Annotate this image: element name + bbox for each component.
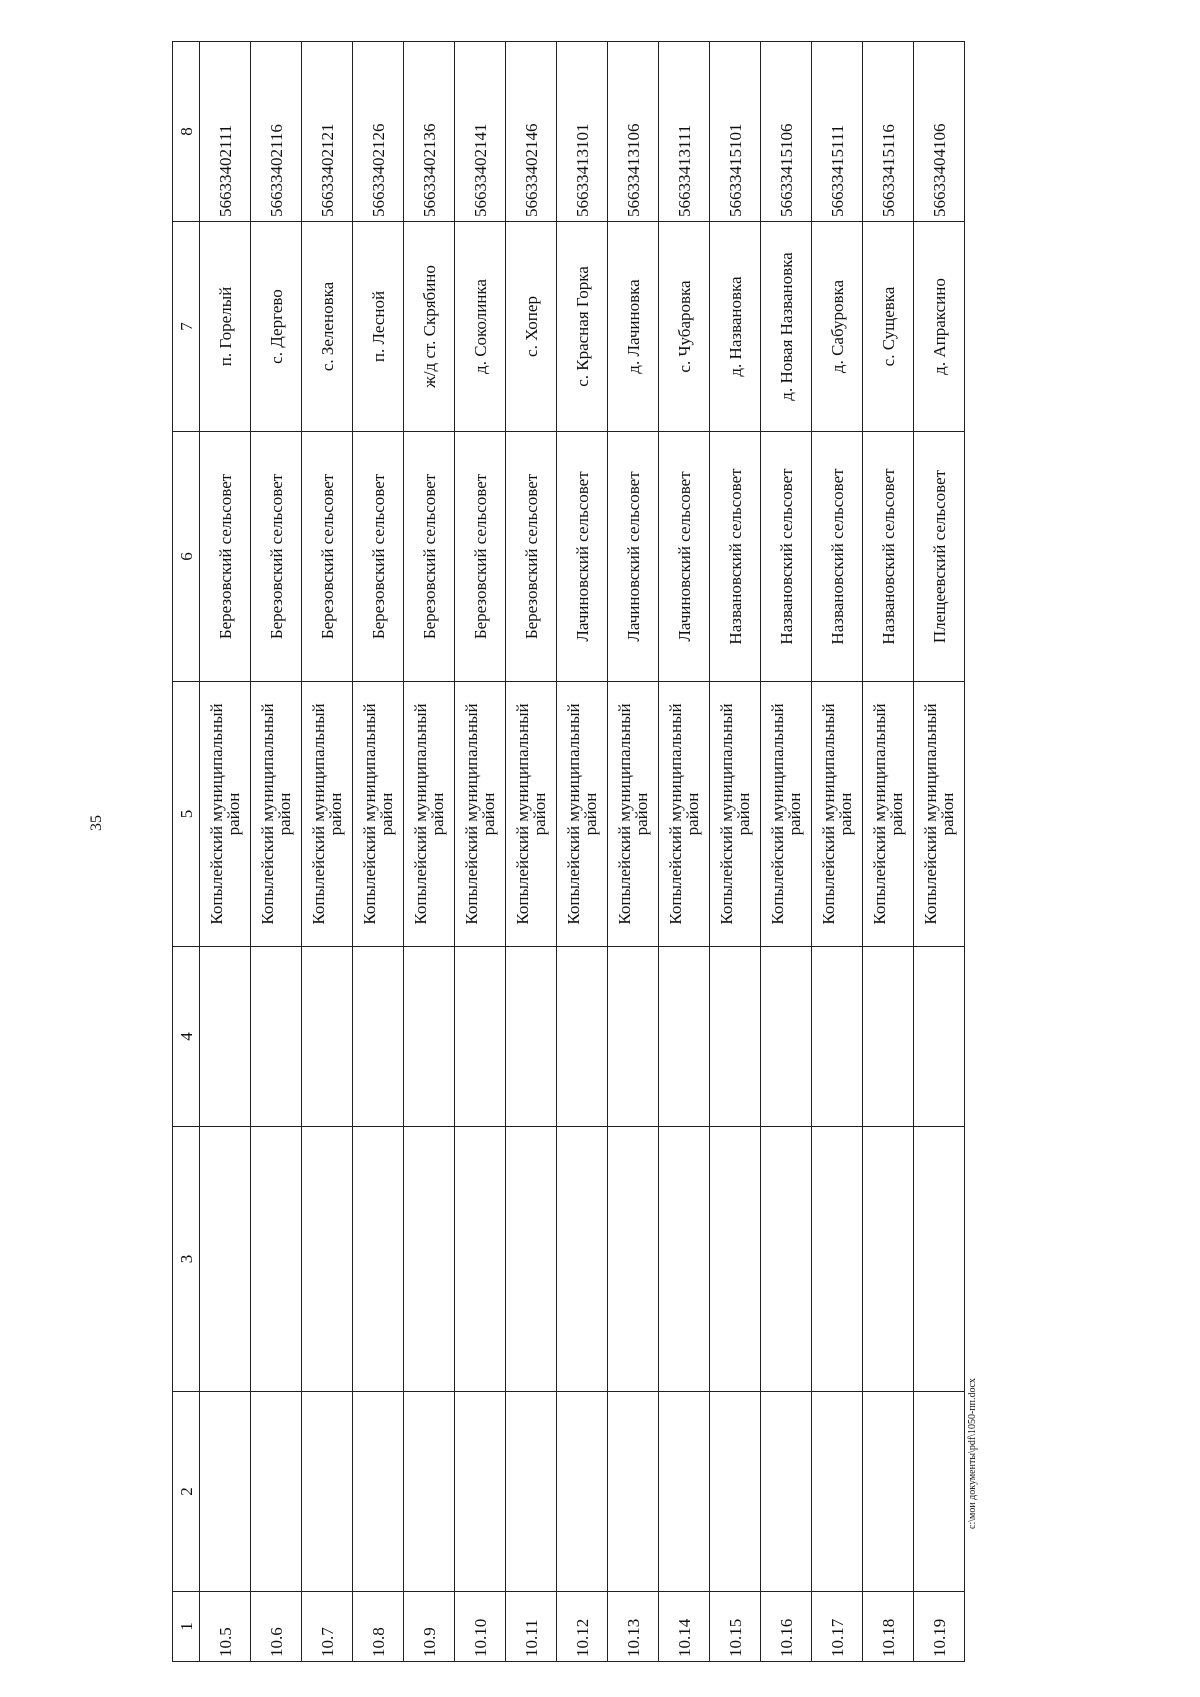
footer-file-path: c:\мои документы\pdf\1050-пп.docx — [967, 1378, 978, 1529]
header-cell: 8 — [173, 42, 200, 222]
table-cell — [914, 1392, 965, 1592]
table-cell: д. Соколинка — [455, 222, 506, 432]
header-cell: 7 — [173, 222, 200, 432]
table-cell: Названовский сельсовет — [812, 432, 863, 682]
table-cell — [812, 1127, 863, 1392]
table-cell: с. Сущевка — [863, 222, 914, 432]
table-row — [506, 42, 557, 1662]
table-cell — [506, 1127, 557, 1392]
table-row — [251, 42, 302, 1662]
table-cell — [302, 1392, 353, 1592]
table-cell: 56633415106 — [761, 42, 812, 222]
settlements-table — [172, 41, 965, 1662]
table-cell — [863, 1392, 914, 1592]
table-cell: Березовский сельсовет — [404, 432, 455, 682]
table-cell — [863, 947, 914, 1127]
rotated-table-container — [172, 42, 957, 1662]
table-cell: с. Чубаровка — [659, 222, 710, 432]
table-cell — [608, 947, 659, 1127]
table-cell — [557, 947, 608, 1127]
table-cell: 56633413106 — [608, 42, 659, 222]
table-cell — [251, 947, 302, 1127]
table-cell — [710, 947, 761, 1127]
table-cell: Копылейский муниципальный район — [353, 682, 404, 947]
table-cell: 10.9 — [404, 1592, 455, 1662]
table-cell — [863, 1127, 914, 1392]
table-cell — [914, 1127, 965, 1392]
table-cell — [506, 947, 557, 1127]
table-cell: Названовский сельсовет — [710, 432, 761, 682]
table-cell: 10.17 — [812, 1592, 863, 1662]
table-cell: 56633402146 — [506, 42, 557, 222]
table-cell: Березовский сельсовет — [455, 432, 506, 682]
table-cell: 56633413101 — [557, 42, 608, 222]
table-cell: 56633415101 — [710, 42, 761, 222]
table-cell — [353, 1127, 404, 1392]
table-cell: 56633402116 — [251, 42, 302, 222]
header-cell: 5 — [173, 682, 200, 947]
table-cell — [557, 1392, 608, 1592]
table-cell — [251, 1392, 302, 1592]
table-cell — [608, 1392, 659, 1592]
table-cell: д. Новая Названовка — [761, 222, 812, 432]
table-cell — [404, 947, 455, 1127]
table-row — [557, 42, 608, 1662]
table-cell: Копылейский муниципальный район — [710, 682, 761, 947]
table-cell — [761, 947, 812, 1127]
table-cell: 10.5 — [200, 1592, 251, 1662]
table-row — [404, 42, 455, 1662]
table-cell: 10.14 — [659, 1592, 710, 1662]
table-row — [302, 42, 353, 1662]
table-cell — [353, 1392, 404, 1592]
page-number: 35 — [88, 815, 105, 831]
table-cell — [914, 947, 965, 1127]
table-cell — [761, 1127, 812, 1392]
table-row — [914, 42, 965, 1662]
table-cell: Копылейский муниципальный район — [251, 682, 302, 947]
table-header-row — [173, 42, 200, 1662]
table-cell: Названовский сельсовет — [761, 432, 812, 682]
table-cell: с. Хопер — [506, 222, 557, 432]
table-row — [200, 42, 251, 1662]
table-cell: 10.15 — [710, 1592, 761, 1662]
table-cell — [455, 1392, 506, 1592]
table-cell — [506, 1392, 557, 1592]
table-cell: Названовский сельсовет — [863, 432, 914, 682]
table-cell: 56633402141 — [455, 42, 506, 222]
table-cell: Копылейский муниципальный район — [914, 682, 965, 947]
table-cell: с. Зеленовка — [302, 222, 353, 432]
table-row — [659, 42, 710, 1662]
table-cell: Копылейский муниципальный район — [557, 682, 608, 947]
table-cell: 10.18 — [863, 1592, 914, 1662]
table-cell: Лачиновский сельсовет — [608, 432, 659, 682]
header-cell: 1 — [173, 1592, 200, 1662]
table-cell: п. Лесной — [353, 222, 404, 432]
table-cell: Копылейский муниципальный район — [812, 682, 863, 947]
table-cell: Копылейский муниципальный район — [608, 682, 659, 947]
table-cell: д. Сабуровка — [812, 222, 863, 432]
table-cell: 56633413111 — [659, 42, 710, 222]
table-row — [812, 42, 863, 1662]
table-cell: 56633402121 — [302, 42, 353, 222]
table-cell: Копылейский муниципальный район — [506, 682, 557, 947]
table-cell: Березовский сельсовет — [506, 432, 557, 682]
table-row — [455, 42, 506, 1662]
table-cell: Копылейский муниципальный район — [863, 682, 914, 947]
table-cell: Копылейский муниципальный район — [200, 682, 251, 947]
table-cell: ж/д ст. Скрябино — [404, 222, 455, 432]
table-cell: 56633404106 — [914, 42, 965, 222]
table-cell: Копылейский муниципальный район — [761, 682, 812, 947]
table-cell: Копылейский муниципальный район — [659, 682, 710, 947]
table-row — [710, 42, 761, 1662]
table-cell — [761, 1392, 812, 1592]
table-cell: Копылейский муниципальный район — [455, 682, 506, 947]
table-cell: Березовский сельсовет — [251, 432, 302, 682]
table-cell: 56633402136 — [404, 42, 455, 222]
table-cell: д. Апраксино — [914, 222, 965, 432]
table-cell — [455, 947, 506, 1127]
table-cell: 56633402126 — [353, 42, 404, 222]
table-cell: 10.19 — [914, 1592, 965, 1662]
table-cell: Плещеевский сельсовет — [914, 432, 965, 682]
table-cell: 10.8 — [353, 1592, 404, 1662]
table-cell: с. Дергево — [251, 222, 302, 432]
table-cell — [710, 1392, 761, 1592]
table-row — [608, 42, 659, 1662]
table-cell: Березовский сельсовет — [302, 432, 353, 682]
header-cell: 4 — [173, 947, 200, 1127]
header-cell: 3 — [173, 1127, 200, 1392]
table-cell: д. Лачиновка — [608, 222, 659, 432]
table-cell: 10.16 — [761, 1592, 812, 1662]
table-cell — [200, 1392, 251, 1592]
table-cell — [812, 947, 863, 1127]
table-cell — [659, 1392, 710, 1592]
table-body — [173, 42, 965, 1662]
table-cell — [659, 947, 710, 1127]
table-cell: 10.7 — [302, 1592, 353, 1662]
table-cell — [302, 1127, 353, 1392]
table-cell — [404, 1127, 455, 1392]
table-row — [761, 42, 812, 1662]
table-cell: 10.12 — [557, 1592, 608, 1662]
table-cell: с. Красная Горка — [557, 222, 608, 432]
table-cell: 56633415111 — [812, 42, 863, 222]
table-cell: 10.11 — [506, 1592, 557, 1662]
table-cell: Копылейский муниципальный район — [404, 682, 455, 947]
table-cell — [659, 1127, 710, 1392]
table-cell: 10.6 — [251, 1592, 302, 1662]
table-cell — [608, 1127, 659, 1392]
table-cell — [200, 1127, 251, 1392]
table-cell: 56633415116 — [863, 42, 914, 222]
table-cell — [200, 947, 251, 1127]
table-cell — [455, 1127, 506, 1392]
table-cell: Лачиновский сельсовет — [557, 432, 608, 682]
table-cell: Березовский сельсовет — [200, 432, 251, 682]
table-cell — [353, 947, 404, 1127]
table-row — [863, 42, 914, 1662]
table-cell — [710, 1127, 761, 1392]
table-cell: 56633402111 — [200, 42, 251, 222]
table-cell — [251, 1127, 302, 1392]
table-cell — [812, 1392, 863, 1592]
header-cell: 2 — [173, 1392, 200, 1592]
table-cell: п. Горелый — [200, 222, 251, 432]
header-cell: 6 — [173, 432, 200, 682]
table-cell: 10.13 — [608, 1592, 659, 1662]
table-cell — [557, 1127, 608, 1392]
table-cell — [302, 947, 353, 1127]
table-cell: Лачиновский сельсовет — [659, 432, 710, 682]
table-cell: Березовский сельсовет — [353, 432, 404, 682]
table-row — [353, 42, 404, 1662]
table-cell — [404, 1392, 455, 1592]
table-cell: д. Названовка — [710, 222, 761, 432]
table-cell: Копылейский муниципальный район — [302, 682, 353, 947]
table-cell: 10.10 — [455, 1592, 506, 1662]
